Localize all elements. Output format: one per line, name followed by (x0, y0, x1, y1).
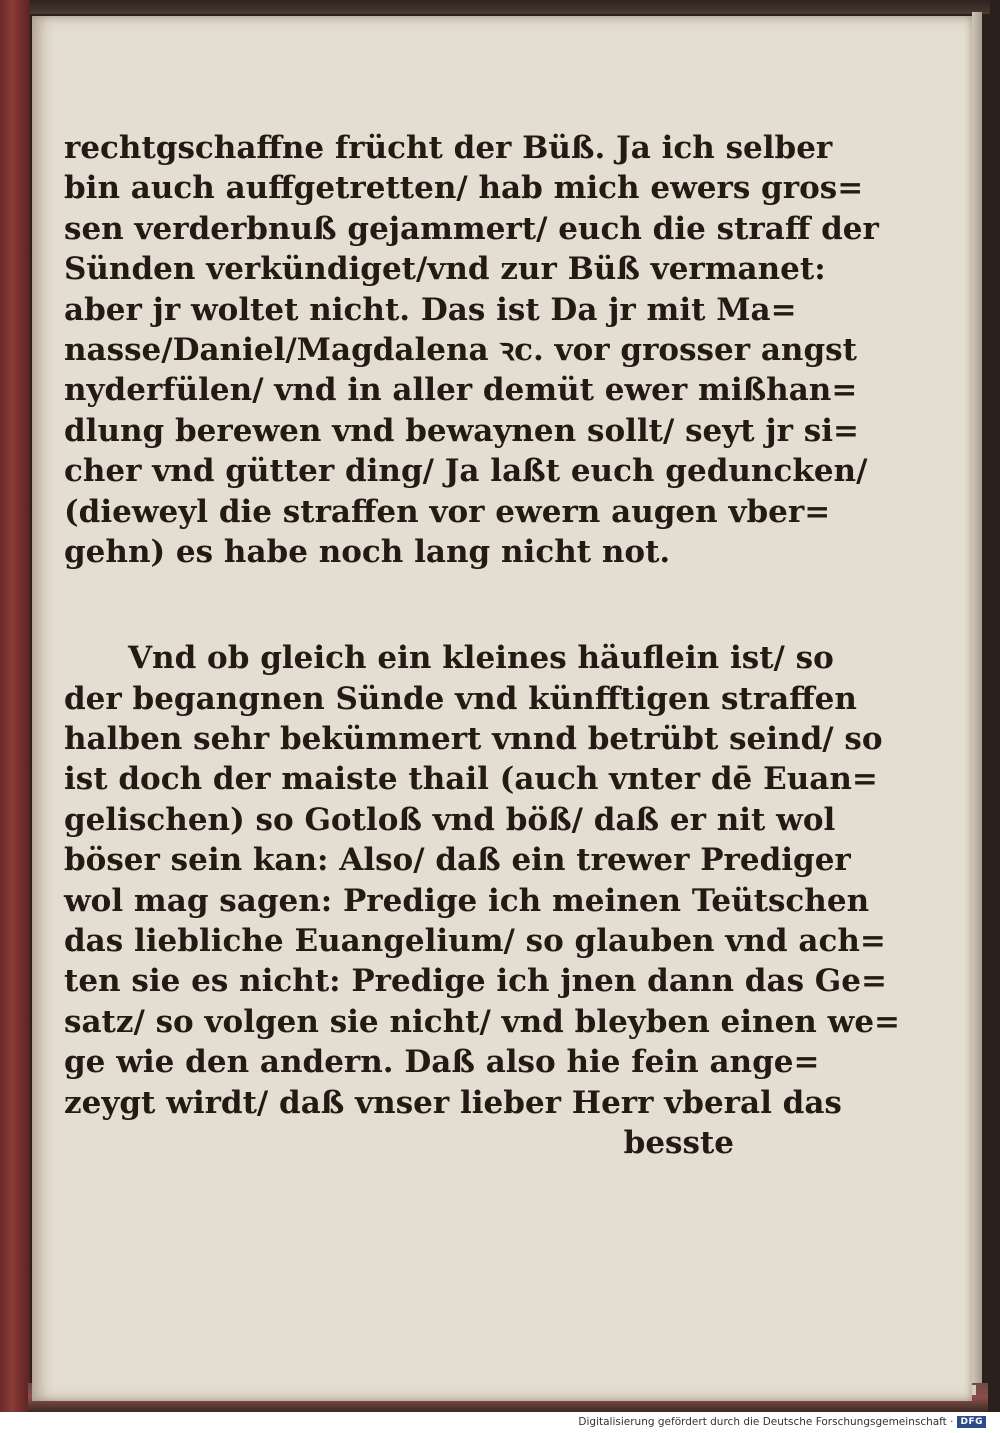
digitization-credit (578, 1414, 986, 1430)
catchword: besste (623, 1124, 734, 1161)
text-line: sen verderbnuß gejammert/ euch die straff der (64, 210, 879, 247)
text-line: Vnd ob gleich ein kleines häuflein ist/ so (128, 640, 834, 677)
text-line: wol mag sagen: Predige ich meinen Teütschen (64, 882, 870, 919)
paragraph-gap (64, 572, 756, 638)
text-line: gehn) es habe noch lang nicht not. (64, 533, 671, 570)
text-line: halben sehr bekümmert vnnd betrübt seind/ so (64, 721, 883, 758)
book-spine (0, 0, 30, 1412)
text-line: böser sein kan: Also/ daß ein trewer Prediger (64, 842, 851, 879)
text-line: bin auch auffgetretten/ hab mich ewers gros= (64, 170, 864, 207)
text-line: cher vnd gütter ding/ Ja laßt euch geduncken/ (64, 453, 868, 490)
text-line: (dieweyl die straffen vor ewern augen vber= (64, 493, 831, 530)
text-line: der begangnen Sünde vnd künfftigen straffen (64, 680, 857, 717)
credit-text: Digitalisierung gefördert durch die Deutsche Forschungsgemeinschaft · (578, 1416, 954, 1428)
text-line: rechtgschaffne frücht der Büß. Ja ich selber (64, 130, 833, 166)
text-line: aber jr woltet nicht. Das ist Da jr mit Ma= (64, 291, 797, 328)
text-line: dlung berewen vnd bewaynen sollt/ seyt jr si= (64, 412, 859, 449)
text-line: zeygt wirdt/ daß vnser lieber Herr vberal das (64, 1084, 842, 1121)
text-line: ist doch der maiste thail (auch vnter dē Euan= (64, 761, 878, 798)
text-line: satz/ so volgen sie nicht/ vnd bleyben einen we= (64, 1003, 901, 1040)
text-line: das liebliche Euangelium/ so glauben vnd ach= (64, 923, 886, 960)
text-line: nyderfülen/ vnd in aller demüt ewer mißhan= (64, 372, 858, 409)
page-text (64, 128, 901, 1163)
text-line: gelischen) so Gotloß vnd böß/ daß er nit wol (64, 801, 836, 838)
page-fore-edge (972, 12, 982, 1404)
paragraph-1 (64, 128, 879, 572)
dfg-logo-icon: DFG (957, 1416, 986, 1428)
text-line: ge wie den andern. Daß also hie fein ange= (64, 1044, 820, 1081)
binding-top-edge (18, 0, 990, 14)
text-line: nasse/Daniel/Magdalena ꝛc. vor grosser angst (64, 331, 857, 368)
text-line: ten sie es nicht: Predige ich jnen dann das Ge= (64, 963, 887, 1000)
text-line: Sünden verkündiget/vnd zur Büß vermanet: (64, 251, 826, 288)
paragraph-2 (64, 638, 901, 1163)
